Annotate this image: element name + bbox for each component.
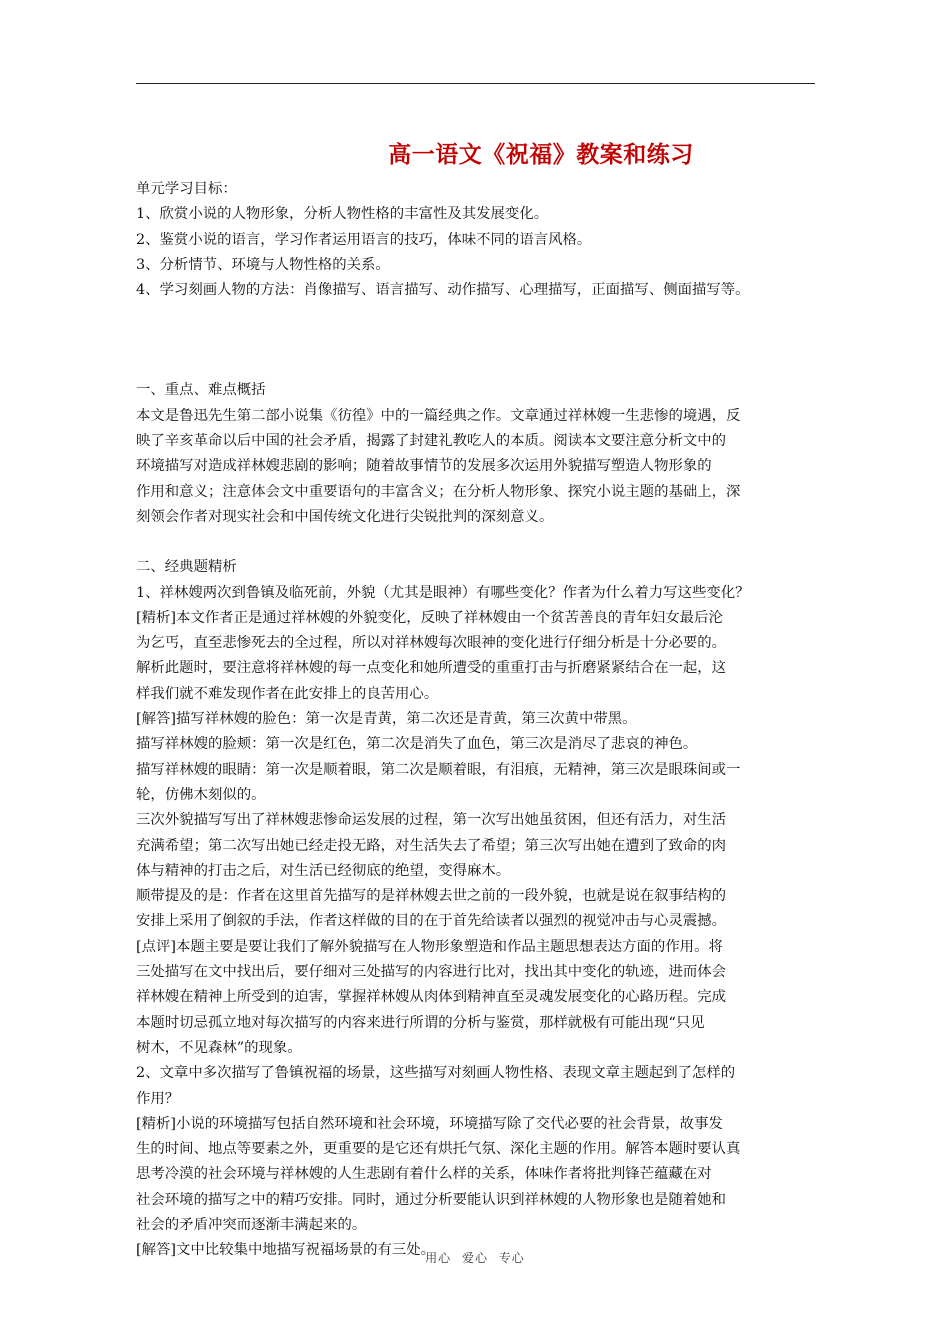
text-line: 体与精神的打击之后，对生活已经彻底的绝望，变得麻木。 [136, 862, 511, 879]
text-line: 作用和意义；注意体会文中重要语句的丰富含义；在分析人物形象、探究小说主题的基础上，深 [136, 483, 741, 500]
text-line: 生的时间、地点等要素之外，更重要的是它还有烘托气氛、深化主题的作用。解答本题时要认真 [136, 1141, 741, 1158]
text-line: [解答]描写祥林嫂的脸色：第一次是青黄，第二次还是青黄，第三次黄中带黑。 [136, 711, 637, 728]
text-line: 三次外貌描写写出了祥林嫂悲惨命运发展的过程，第一次写出她虽贫困，但还有活力，对生活 [136, 812, 727, 829]
text-line: [精析]小说的环境描写包括自然环境和社会环境，环境描写除了交代必要的社会背景，故事发 [136, 1115, 723, 1132]
text-line: 2、文章中多次描写了鲁镇祝福的场景，这些描写对刻画人物性格、表现文章主题起到了怎样的 [136, 1065, 736, 1082]
header-rule [136, 83, 815, 84]
text-line: [解答]文中比较集中地描写祝福场景的有三处。 [136, 1242, 436, 1259]
objective-item: 2、鉴赏小说的语言，学习作者运用语言的技巧，体味不同的语言风格。 [136, 231, 592, 248]
objective-item: 1、欣赏小说的人物形象，分析人物性格的丰富性及其发展变化。 [136, 206, 549, 223]
text-line: 本文是鲁迅先生第二部小说集《彷徨》中的一篇经典之作。文章通过祥林嫂一生悲惨的境遇，反 [136, 407, 741, 424]
text-line: 解析此题时，要注意将祥林嫂的每一点变化和她所遭受的重重打击与折磨紧紧结合在一起，这 [136, 660, 727, 677]
section1-paragraph [136, 404, 820, 530]
text-line: [精析]本文作者正是通过祥林嫂的外貌变化，反映了祥林嫂由一个贫苦善良的青年妇女最后沦 [136, 609, 723, 626]
text-line: 安排上采用了倒叙的手法，作者这样做的目的在于首先给读者以强烈的视觉冲击与心灵震撼。 [136, 913, 727, 930]
objectives-heading: 单元学习目标： [136, 181, 237, 197]
text-line: 为乞丐，直至悲惨死去的全过程，所以对祥林嫂每次眼神的变化进行仔细分析是十分必要的。 [136, 635, 727, 652]
text-line: 顺带提及的是：作者在这里首先描写的是祥林嫂去世之前的一段外貌，也就是说在叙事结构的 [136, 888, 727, 905]
text-line: [点评]本题主要是要让我们了解外貌描写在人物形象塑造和作品主题思想表达方面的作用。将 [136, 938, 723, 955]
text-line: 祥林嫂在精神上所受到的迫害，掌握祥林嫂从肉体到精神直至灵魂发展变化的心路历程。完成 [136, 989, 727, 1006]
objective-item: 4、学习刻画人物的方法：肖像描写、语言描写、动作描写、心理描写，正面描写、侧面描写等。 [136, 282, 750, 299]
text-line: 充满希望；第二次写出她已经走投无路，对生活失去了希望；第三次写出她在遭到了致命的肉 [136, 837, 727, 854]
section2-heading: 二、经典题精析 [136, 559, 237, 576]
document-body [136, 177, 820, 1264]
text-line: 样我们就不难发现作者在此安排上的良苦用心。 [136, 685, 439, 702]
text-line: 映了辛亥革命以后中国的社会矛盾，揭露了封建礼教吃人的本质。阅读本文要注意分析文中的 [136, 433, 727, 450]
text-line: 轮，仿佛木刻似的。 [136, 786, 266, 803]
text-line: 树木，不见森林”的现象。 [136, 1039, 302, 1056]
text-line: 三处描写在文中找出后，要仔细对三处描写的内容进行比对，找出其中变化的轨迹，进而体会 [136, 964, 727, 981]
document-title: 高一语文《祝福》教案和练习 [388, 141, 694, 168]
objective-item: 3、分析情节、环境与人物性格的关系。 [136, 256, 390, 273]
text-line: 社会环境的描写之中的精巧安排。同时，通过分析要能认识到祥林嫂的人物形象也是随着她和 [136, 1191, 727, 1208]
text-line: 作用？ [136, 1090, 180, 1107]
section2-paragraph [136, 581, 820, 1264]
text-line: 本题时切忌孤立地对每次描写的内容来进行所谓的分析与鉴赏，那样就极有可能出现“只见 [136, 1014, 705, 1031]
text-line: 刻领会作者对现实社会和中国传统文化进行尖锐批判的深刻意义。 [136, 508, 554, 525]
page-footer: 用心 爱心 专心 [425, 1251, 525, 1265]
text-line: 思考冷漠的社会环境与祥林嫂的人生悲剧有着什么样的关系，体味作者将批判锋芒蕴藏在对 [136, 1166, 712, 1183]
text-line: 描写祥林嫂的眼睛：第一次是顺着眼，第二次是顺着眼，有泪痕，无精神，第三次是眼珠间或一 [136, 761, 741, 778]
text-line: 1、祥林嫂两次到鲁镇及临死前，外貌（尤其是眼神）有哪些变化？作者为什么着力写这些变化？ [136, 584, 750, 601]
text-line: 社会的矛盾冲突而逐渐丰满起来的。 [136, 1216, 367, 1233]
text-line: 描写祥林嫂的脸颊：第一次是红色，第二次是消失了血色，第三次是消尽了悲哀的神色。 [136, 736, 698, 753]
section1-heading: 一、重点、难点概括 [136, 382, 266, 399]
text-line: 环境描写对造成祥林嫂悲剧的影响；随着故事情节的发展多次运用外貌描写塑造人物形象的 [136, 458, 712, 475]
